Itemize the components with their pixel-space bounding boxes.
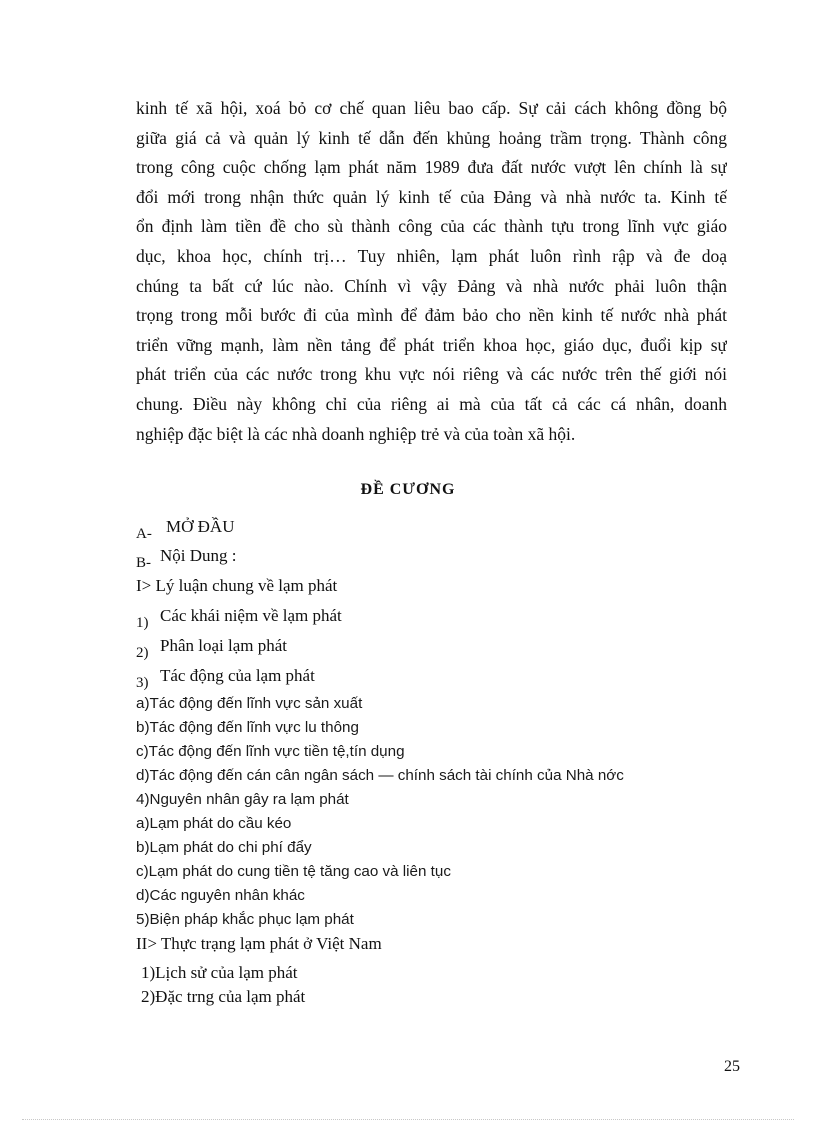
outline-marker: 3)	[136, 675, 149, 691]
outline-text: Phân loại lạm phát	[160, 636, 288, 655]
outline-item-part-two: II> Thực trạng lạm phát ở Việt Nam	[136, 934, 382, 953]
outline-marker: 2)	[136, 645, 149, 661]
outline-text: I> Lý luận chung về lạm phát	[136, 576, 338, 595]
body-line: trọng trong mỗi bước đi của mình để đảm bảo cho nền kinh tế nước nhà phát	[136, 305, 727, 326]
body-paragraph	[136, 94, 727, 449]
page-number: 25	[724, 1058, 740, 1075]
outline-sub-item: d)Các nguyên nhân khác	[136, 887, 305, 904]
body-line: chúng ta bất cứ lúc nào. Chính vì vậy Đảng và nhà nước phải luôn thận	[136, 275, 727, 296]
outline-sub-item: c)Lạm phát do cung tiền tệ tăng cao và liên tục	[136, 863, 451, 880]
body-line: ổn định làm tiền đề cho sù thành công của các thành tựu trong lĩnh vực giáo	[136, 216, 727, 237]
outline-text: Tác động của lạm phát	[160, 666, 315, 685]
outline-sub-item: 4)Nguyên nhân gây ra lạm phát	[136, 791, 349, 808]
body-line: dục, khoa học, chính trị… Tuy nhiên, lạm phát luôn rình rập và đe doạ	[136, 245, 727, 266]
outline-sub-item: d)Tác động đến cán cân ngân sách — chính sách tài chính của Nhà nớc	[136, 767, 624, 784]
outline-sub-item: 5)Biện pháp khắc phục lạm phát	[136, 911, 354, 928]
body-line: phát triển của các nước trong khu vực nói riêng và các nước trên thế giới nói	[136, 364, 727, 385]
outline-marker: 1)	[136, 615, 149, 631]
outline-sub-item: c)Tác động đến lĩnh vực tiền tệ,tín dụng	[136, 743, 405, 760]
body-line: triển vững mạnh, làm nền tảng để phát triển khoa học, giáo dục, đuổi kịp sự	[136, 334, 727, 355]
outline-sub-item: b)Tác động đến lĩnh vực lu thông	[136, 719, 359, 736]
outline-marker: A-	[136, 526, 152, 542]
outline-text: MỞ ĐẦU	[166, 517, 235, 536]
outline-item-3	[136, 666, 315, 691]
page-bottom-divider	[22, 1119, 794, 1120]
body-line: nghiệp đặc biệt là các nhà doanh nghiệp trẻ và của toàn xã hội.	[136, 423, 576, 444]
outline-sub-item: a)Lạm phát do cầu kéo	[136, 815, 292, 832]
outline-item-2	[136, 636, 288, 661]
outline-item-part-one	[136, 576, 337, 596]
outline-text: Các khái niệm về lạm phát	[160, 606, 342, 625]
outline-marker: B-	[136, 555, 151, 571]
body-line: chung. Điều này không chỉ của riêng ai mà của tất cả các cá nhân, doanh	[136, 393, 727, 414]
outline-item: 2)Đặc trng của lạm phát	[141, 987, 306, 1006]
outline-text: Nội Dung :	[160, 546, 237, 565]
body-line: kinh tế xã hội, xoá bỏ cơ chế quan liêu bao cấp. Sự cải cách không đồng bộ	[136, 98, 727, 118]
outline-sub-item: b)Lạm phát do chi phí đẩy	[136, 839, 312, 856]
outline-item-a	[136, 517, 235, 542]
outline-sub-item: a)Tác động đến lĩnh vực sản xuất	[136, 695, 363, 712]
body-line: giữa giá cả và quản lý kinh tế dẫn đến khủng hoảng trầm trọng. Thành công	[136, 127, 727, 148]
body-line: trong công cuộc chống lạm phát năm 1989 đưa đất nước vượt lên chính là sự	[136, 157, 727, 178]
outline-item: 1)Lịch sử của lạm phát	[141, 963, 298, 982]
outline-item-b	[136, 546, 237, 571]
outline-item-1	[136, 606, 342, 631]
body-line: đổi mới trong nhận thức quản lý kinh tế của Đảng và nhà nước ta. Kinh tế	[136, 186, 727, 207]
outline-heading: ĐỀ CƯƠNG	[360, 481, 456, 498]
